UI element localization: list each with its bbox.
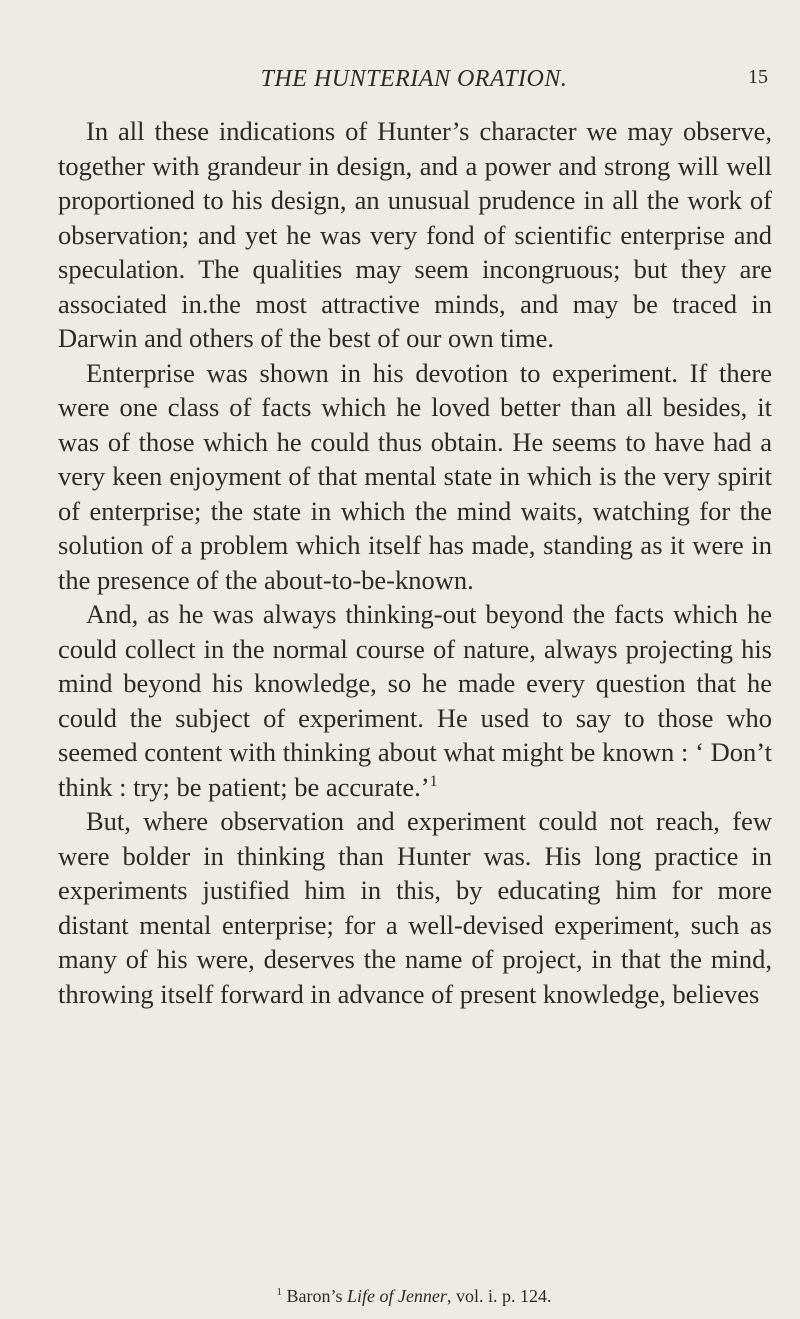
paragraph-text: And, as he was always thinking-out beyond the facts which he could collect in the normal course of nature, always projecting his mind beyond his knowledge, so he made every question that he could the subject of experiment. He used to say to those who seemed content with thinking about what might be known : ‘ Don’t think : try; be patient; be accurate.’ <box>58 599 772 802</box>
footnote-marker: 1 <box>276 1286 282 1298</box>
body-text <box>58 114 772 1011</box>
paragraph-text: Enterprise was shown in his devotion to experiment. If there were one class of facts which he loved better than all besides, it was of those which he could thus obtain. He seems to have had a very keen enjoyment of that mental state in which is the very spirit of enterprise; the state in which the mind waits, watching for the solution of a problem which itself has made, standing as it were in the presence of the about-to-be-known. <box>58 357 772 595</box>
paragraph <box>58 597 772 804</box>
footnote <box>58 1285 770 1307</box>
page-number: 15 <box>748 66 768 88</box>
footnote-text-after: , vol. i. p. 124. <box>446 1286 552 1306</box>
footnote-reference: 1 <box>429 772 438 790</box>
paragraph: In all these indications of Hunter’s character we may observe, together with grandeur in design, and a power and strong will well proportioned to his design, an unusual prudence in all the work of observation; and yet he was very fond of scientific enterprise and speculation. The qualities may seem incongruous; but they are associated in.the most attractive minds, and may be traced in Darwin and others of the best of our own time. <box>58 116 772 353</box>
running-head: THE HUNTERIAN ORATION. <box>260 66 568 92</box>
footnote-title: Life of Jenner <box>346 1286 447 1306</box>
paragraph <box>58 356 772 598</box>
paragraph: But, where observation and experiment could not reach, few were bolder in thinking than Hunter was. His long practice in experiments justified him in this, by educating him for more distant mental enterprise; for a well-devised experiment, such as many of his were, deserves the name of project, in that the mind, throwing itself forward in advance of present knowledge, believes <box>58 806 772 1009</box>
page-header <box>58 66 770 100</box>
footnote-text-before: Baron’s <box>286 1286 347 1306</box>
